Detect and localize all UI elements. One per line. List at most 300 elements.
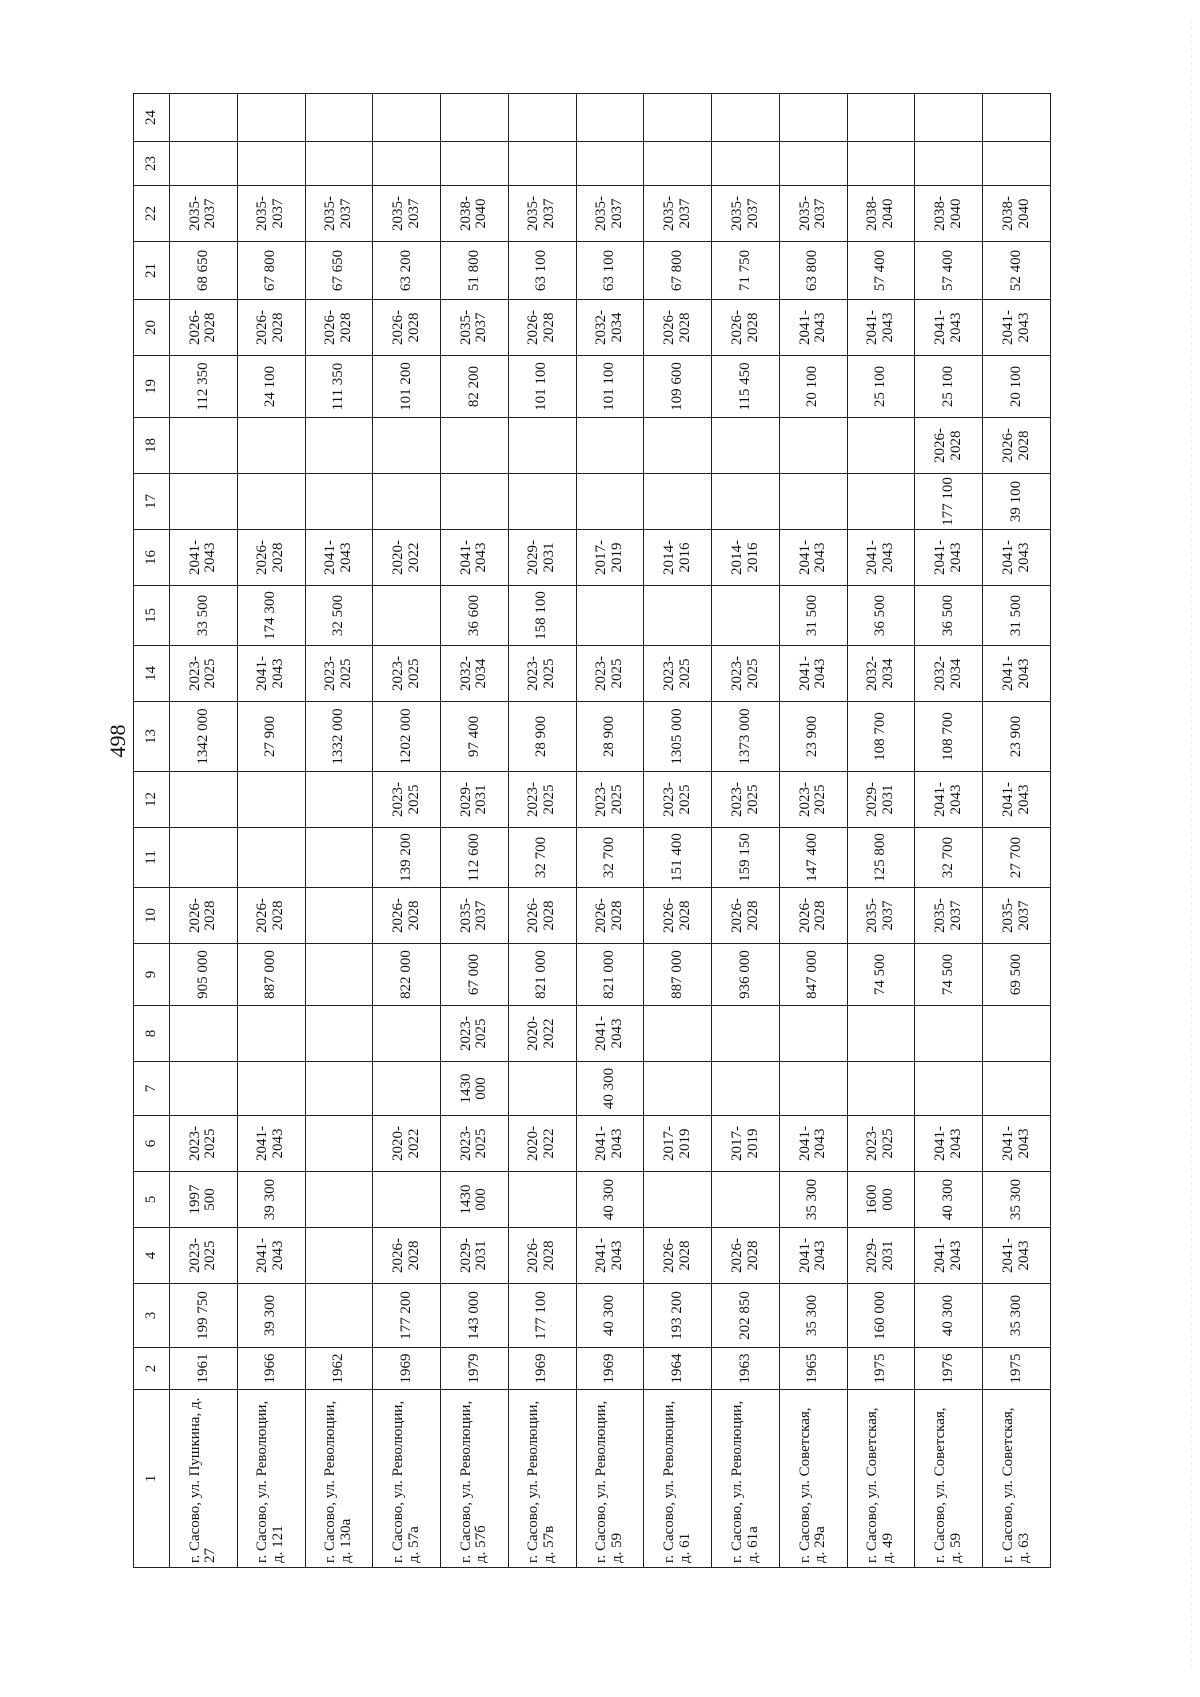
table-cell xyxy=(983,1006,1051,1062)
table-cell: 1969 xyxy=(576,1348,644,1390)
table-cell: 40 300 xyxy=(915,1172,983,1228)
table-cell: 177 100 xyxy=(915,474,983,530)
column-number-cell: 15 xyxy=(134,586,170,646)
table-cell: 2023- 2025 xyxy=(712,772,780,828)
table-cell: 2038- 2040 xyxy=(847,186,915,242)
table-cell xyxy=(712,586,780,646)
table-cell: 1332 000 xyxy=(305,702,373,772)
table-cell xyxy=(373,1006,441,1062)
table-cell: 115 450 xyxy=(712,356,780,418)
table-row xyxy=(373,94,441,1568)
table-cell: 2041- 2043 xyxy=(983,530,1051,586)
table-cell: 2026- 2028 xyxy=(644,1228,712,1284)
table-cell: 2026- 2028 xyxy=(237,530,305,586)
table-cell: 1963 xyxy=(712,1348,780,1390)
column-number-cell: 3 xyxy=(134,1284,170,1348)
table-cell: 2041- 2043 xyxy=(237,1116,305,1172)
table-cell: 1373 000 xyxy=(712,702,780,772)
address-cell: г. Сасово, ул. Революции, д. 57б xyxy=(441,1390,509,1568)
table-row xyxy=(576,94,644,1568)
column-number-cell: 2 xyxy=(134,1348,170,1390)
table-cell xyxy=(373,586,441,646)
table-cell xyxy=(576,474,644,530)
table-cell: 112 600 xyxy=(441,828,509,888)
table-cell: 151 400 xyxy=(644,828,712,888)
table-cell: 2041- 2043 xyxy=(847,530,915,586)
table-cell: 2035- 2037 xyxy=(305,186,373,242)
table-cell: 32 700 xyxy=(508,828,576,888)
table-cell: 2032- 2034 xyxy=(576,300,644,356)
table-cell xyxy=(779,418,847,474)
table-cell: 67 000 xyxy=(441,944,509,1006)
table-row xyxy=(237,94,305,1568)
table-cell: 33 500 xyxy=(170,586,238,646)
table-cell: 2026- 2028 xyxy=(983,418,1051,474)
table-cell xyxy=(305,94,373,142)
table-cell: 822 000 xyxy=(373,944,441,1006)
table-cell xyxy=(441,418,509,474)
table-row xyxy=(712,94,780,1568)
table-cell: 2026- 2028 xyxy=(915,418,983,474)
table-cell xyxy=(779,1006,847,1062)
table-cell: 2023- 2025 xyxy=(441,1116,509,1172)
table-cell xyxy=(373,1062,441,1116)
table-cell xyxy=(508,474,576,530)
table-cell: 2041- 2043 xyxy=(915,1228,983,1284)
table-cell xyxy=(915,142,983,186)
table-cell: 40 300 xyxy=(915,1284,983,1348)
table-cell: 2032- 2034 xyxy=(847,646,915,702)
table-cell: 2038- 2040 xyxy=(915,186,983,242)
table-cell: 67 800 xyxy=(644,242,712,300)
table-cell xyxy=(305,1228,373,1284)
table-row xyxy=(644,94,712,1568)
table-row xyxy=(779,94,847,1568)
table-cell: 1964 xyxy=(644,1348,712,1390)
table-cell: 2035- 2037 xyxy=(644,186,712,242)
table-cell: 2041- 2043 xyxy=(779,1116,847,1172)
table-cell xyxy=(237,828,305,888)
table-cell: 27 900 xyxy=(237,702,305,772)
table-cell: 2020- 2022 xyxy=(508,1006,576,1062)
table-cell xyxy=(644,586,712,646)
address-cell: г. Сасово, ул. Революции, д. 130а xyxy=(305,1390,373,1568)
address-cell: г. Сасово, ул. Советская, д. 49 xyxy=(847,1390,915,1568)
table-cell: 1430 000 xyxy=(441,1062,509,1116)
table-cell: 28 900 xyxy=(576,702,644,772)
table-cell xyxy=(170,1062,238,1116)
table-cell xyxy=(915,94,983,142)
column-number-cell: 7 xyxy=(134,1062,170,1116)
column-number-cell: 18 xyxy=(134,418,170,474)
table-row xyxy=(983,94,1051,1568)
page-number: 498 xyxy=(105,724,130,758)
table-cell xyxy=(508,142,576,186)
scan-edge-artifact xyxy=(1191,20,1192,1670)
table-cell: 2041- 2043 xyxy=(915,1116,983,1172)
table-cell xyxy=(305,828,373,888)
table-cell: 35 300 xyxy=(983,1284,1051,1348)
column-number-cell: 23 xyxy=(134,142,170,186)
table-cell: 57 400 xyxy=(847,242,915,300)
table-cell xyxy=(983,1062,1051,1116)
table-cell: 108 700 xyxy=(847,702,915,772)
table-cell: 2026- 2028 xyxy=(237,888,305,944)
table-cell: 2041- 2043 xyxy=(441,530,509,586)
table-cell xyxy=(170,1006,238,1062)
rotated-table-container xyxy=(133,110,1051,1568)
table-cell: 2041- 2043 xyxy=(983,300,1051,356)
table-cell xyxy=(170,94,238,142)
table-cell: 2023- 2025 xyxy=(576,646,644,702)
table-cell: 2041- 2043 xyxy=(576,1228,644,1284)
table-cell: 2041- 2043 xyxy=(576,1116,644,1172)
table-cell: 109 600 xyxy=(644,356,712,418)
table-cell: 2026- 2028 xyxy=(305,300,373,356)
table-cell xyxy=(305,772,373,828)
table-cell: 2026- 2028 xyxy=(712,300,780,356)
table-cell: 2035- 2037 xyxy=(915,888,983,944)
table-cell: 2026- 2028 xyxy=(508,300,576,356)
table-cell: 52 400 xyxy=(983,242,1051,300)
column-number-cell: 16 xyxy=(134,530,170,586)
table-cell: 2026- 2028 xyxy=(644,888,712,944)
table-cell xyxy=(508,1172,576,1228)
column-number-cell: 5 xyxy=(134,1172,170,1228)
column-number-cell: 4 xyxy=(134,1228,170,1284)
table-cell: 24 100 xyxy=(237,356,305,418)
table-cell: 1975 xyxy=(983,1348,1051,1390)
table-cell xyxy=(441,94,509,142)
table-cell: 936 000 xyxy=(712,944,780,1006)
table-cell: 101 100 xyxy=(576,356,644,418)
table-cell: 2035- 2037 xyxy=(237,186,305,242)
table-cell xyxy=(576,94,644,142)
table-cell: 139 200 xyxy=(373,828,441,888)
column-number-cell: 1 xyxy=(134,1390,170,1568)
table-cell: 2038- 2040 xyxy=(441,186,509,242)
table-cell xyxy=(576,142,644,186)
table-cell: 2035- 2037 xyxy=(847,888,915,944)
table-cell xyxy=(712,474,780,530)
table-cell: 2023- 2025 xyxy=(441,1006,509,1062)
table-cell: 887 000 xyxy=(237,944,305,1006)
table-cell: 2035- 2037 xyxy=(441,300,509,356)
table-cell: 2041- 2043 xyxy=(237,1228,305,1284)
table-cell: 199 750 xyxy=(170,1284,238,1348)
table-cell: 2023- 2025 xyxy=(373,646,441,702)
table-cell: 2014- 2016 xyxy=(644,530,712,586)
table-cell xyxy=(712,418,780,474)
table-cell: 2020- 2022 xyxy=(373,530,441,586)
table-cell: 23 900 xyxy=(983,702,1051,772)
table-cell xyxy=(373,94,441,142)
table-cell xyxy=(373,1172,441,1228)
address-cell: г. Сасово, ул. Советская, д. 29а xyxy=(779,1390,847,1568)
table-cell: 2023- 2025 xyxy=(170,1116,238,1172)
column-number-cell: 11 xyxy=(134,828,170,888)
table-cell: 2041- 2043 xyxy=(779,646,847,702)
column-number-cell: 20 xyxy=(134,300,170,356)
table-cell: 1430 000 xyxy=(441,1172,509,1228)
table-cell: 40 300 xyxy=(576,1172,644,1228)
table-cell: 20 100 xyxy=(983,356,1051,418)
table-cell: 1976 xyxy=(915,1348,983,1390)
table-cell: 2035- 2037 xyxy=(779,186,847,242)
address-cell: г. Сасово, ул. Революции, д. 121 xyxy=(237,1390,305,1568)
table-cell: 2041- 2043 xyxy=(576,1006,644,1062)
table-cell xyxy=(644,1172,712,1228)
table-cell xyxy=(441,474,509,530)
table-cell: 35 300 xyxy=(779,1172,847,1228)
table-cell: 2041- 2043 xyxy=(305,530,373,586)
address-cell: г. Сасово, ул. Советская, д. 63 xyxy=(983,1390,1051,1568)
table-cell: 2041- 2043 xyxy=(983,1228,1051,1284)
table-cell xyxy=(237,418,305,474)
table-cell: 2032- 2034 xyxy=(915,646,983,702)
table-cell: 2026- 2028 xyxy=(712,1228,780,1284)
column-number-cell: 21 xyxy=(134,242,170,300)
table-cell xyxy=(644,474,712,530)
address-cell: г. Сасово, ул. Советская, д. 59 xyxy=(915,1390,983,1568)
table-cell xyxy=(712,1006,780,1062)
table-cell: 101 100 xyxy=(508,356,576,418)
table-cell: 51 800 xyxy=(441,242,509,300)
table-cell xyxy=(508,1062,576,1116)
table-cell xyxy=(305,142,373,186)
table-cell: 111 350 xyxy=(305,356,373,418)
table-cell: 2026- 2028 xyxy=(779,888,847,944)
table-cell: 2026- 2028 xyxy=(373,888,441,944)
table-cell: 2032- 2034 xyxy=(441,646,509,702)
table-cell xyxy=(170,418,238,474)
table-cell: 25 100 xyxy=(915,356,983,418)
table-cell xyxy=(576,418,644,474)
table-cell: 2029- 2031 xyxy=(508,530,576,586)
table-cell: 2026- 2028 xyxy=(373,1228,441,1284)
table-cell xyxy=(170,828,238,888)
table-cell: 1962 xyxy=(305,1348,373,1390)
table-cell: 2026- 2028 xyxy=(170,300,238,356)
table-cell: 112 350 xyxy=(170,356,238,418)
column-number-row xyxy=(134,94,170,1568)
table-cell: 147 400 xyxy=(779,828,847,888)
table-cell: 2041- 2043 xyxy=(915,530,983,586)
table-cell xyxy=(576,586,644,646)
table-cell: 97 400 xyxy=(441,702,509,772)
table-cell xyxy=(779,142,847,186)
table-cell: 159 150 xyxy=(712,828,780,888)
table-cell: 63 800 xyxy=(779,242,847,300)
table-cell: 67 650 xyxy=(305,242,373,300)
table-cell: 2023- 2025 xyxy=(508,772,576,828)
repair-schedule-table xyxy=(133,93,1051,1568)
table-cell: 2023- 2025 xyxy=(373,772,441,828)
column-number-cell: 14 xyxy=(134,646,170,702)
table-cell: 2017- 2019 xyxy=(644,1116,712,1172)
table-cell: 2035- 2037 xyxy=(712,186,780,242)
table-cell: 2038- 2040 xyxy=(983,186,1051,242)
table-cell xyxy=(305,1284,373,1348)
table-cell: 202 850 xyxy=(712,1284,780,1348)
table-cell xyxy=(644,1062,712,1116)
table-cell xyxy=(712,142,780,186)
table-cell: 108 700 xyxy=(915,702,983,772)
table-cell: 887 000 xyxy=(644,944,712,1006)
table-cell: 2041- 2043 xyxy=(915,300,983,356)
table-cell: 2041- 2043 xyxy=(983,1116,1051,1172)
table-cell: 63 100 xyxy=(508,242,576,300)
table-cell: 2035- 2037 xyxy=(441,888,509,944)
table-cell: 1975 xyxy=(847,1348,915,1390)
address-cell: г. Сасово, ул. Пушкина, д. 27 xyxy=(170,1390,238,1568)
address-cell: г. Сасово, ул. Революции, д. 61 xyxy=(644,1390,712,1568)
table-row xyxy=(305,94,373,1568)
table-cell xyxy=(237,142,305,186)
column-number-cell: 22 xyxy=(134,186,170,242)
table-cell: 31 500 xyxy=(779,586,847,646)
table-cell xyxy=(305,418,373,474)
table-cell xyxy=(644,94,712,142)
table-cell: 31 500 xyxy=(983,586,1051,646)
table-cell xyxy=(373,418,441,474)
table-cell: 63 200 xyxy=(373,242,441,300)
table-row xyxy=(170,94,238,1568)
table-cell: 82 200 xyxy=(441,356,509,418)
table-cell: 2026- 2028 xyxy=(170,888,238,944)
table-cell: 63 100 xyxy=(576,242,644,300)
table-cell: 2023- 2025 xyxy=(508,646,576,702)
table-cell: 193 200 xyxy=(644,1284,712,1348)
table-body xyxy=(170,94,1051,1568)
table-cell xyxy=(305,1062,373,1116)
table-cell: 2017- 2019 xyxy=(576,530,644,586)
table-cell xyxy=(373,142,441,186)
table-cell: 74 500 xyxy=(915,944,983,1006)
table-cell xyxy=(305,944,373,1006)
table-cell xyxy=(373,474,441,530)
table-cell: 39 300 xyxy=(237,1284,305,1348)
column-number-cell: 6 xyxy=(134,1116,170,1172)
table-cell: 40 300 xyxy=(576,1284,644,1348)
table-cell xyxy=(915,1006,983,1062)
table-cell: 27 700 xyxy=(983,828,1051,888)
table-cell: 39 300 xyxy=(237,1172,305,1228)
table-cell: 2041- 2043 xyxy=(779,530,847,586)
table-cell: 69 500 xyxy=(983,944,1051,1006)
table-cell: 821 000 xyxy=(576,944,644,1006)
table-cell: 1202 000 xyxy=(373,702,441,772)
table-cell xyxy=(237,772,305,828)
table-cell: 2023- 2025 xyxy=(576,772,644,828)
table-cell: 2026- 2028 xyxy=(237,300,305,356)
table-cell: 2026- 2028 xyxy=(644,300,712,356)
table-row xyxy=(508,94,576,1568)
table-cell: 177 100 xyxy=(508,1284,576,1348)
table-cell: 2017- 2019 xyxy=(712,1116,780,1172)
table-cell xyxy=(644,1006,712,1062)
table-cell: 2041- 2043 xyxy=(983,772,1051,828)
table-cell: 1969 xyxy=(508,1348,576,1390)
table-cell xyxy=(779,94,847,142)
table-cell xyxy=(305,888,373,944)
table-cell xyxy=(237,1006,305,1062)
table-cell: 2029- 2031 xyxy=(441,772,509,828)
table-cell: 1966 xyxy=(237,1348,305,1390)
column-number-cell: 13 xyxy=(134,702,170,772)
table-cell: 32 500 xyxy=(305,586,373,646)
column-number-cell: 12 xyxy=(134,772,170,828)
table-cell xyxy=(170,142,238,186)
table-cell: 1305 000 xyxy=(644,702,712,772)
table-cell: 2020- 2022 xyxy=(508,1116,576,1172)
table-cell: 1600 000 xyxy=(847,1172,915,1228)
table-cell: 2041- 2043 xyxy=(983,646,1051,702)
table-cell: 2035- 2037 xyxy=(508,186,576,242)
table-cell: 905 000 xyxy=(170,944,238,1006)
table-cell: 2023- 2025 xyxy=(170,1228,238,1284)
table-cell: 2026- 2028 xyxy=(712,888,780,944)
table-cell: 39 100 xyxy=(983,474,1051,530)
table-cell: 143 000 xyxy=(441,1284,509,1348)
table-cell: 25 100 xyxy=(847,356,915,418)
table-cell: 1342 000 xyxy=(170,702,238,772)
column-number-cell: 8 xyxy=(134,1006,170,1062)
table-cell: 2035- 2037 xyxy=(576,186,644,242)
table-cell: 40 300 xyxy=(576,1062,644,1116)
table-cell: 2041- 2043 xyxy=(237,646,305,702)
table-cell xyxy=(237,474,305,530)
table-cell: 2023- 2025 xyxy=(644,646,712,702)
column-number-cell: 17 xyxy=(134,474,170,530)
table-cell xyxy=(508,418,576,474)
column-number-cell: 10 xyxy=(134,888,170,944)
table-cell: 2041- 2043 xyxy=(779,300,847,356)
table-cell: 2023- 2025 xyxy=(305,646,373,702)
table-cell xyxy=(847,142,915,186)
table-cell xyxy=(847,1006,915,1062)
table-cell: 32 700 xyxy=(576,828,644,888)
table-cell: 847 000 xyxy=(779,944,847,1006)
table-cell: 158 100 xyxy=(508,586,576,646)
table-cell: 2023- 2025 xyxy=(712,646,780,702)
table-cell: 1961 xyxy=(170,1348,238,1390)
table-cell: 67 800 xyxy=(237,242,305,300)
table-cell: 2014- 2016 xyxy=(712,530,780,586)
table-cell xyxy=(305,1172,373,1228)
table-cell: 1965 xyxy=(779,1348,847,1390)
table-cell: 20 100 xyxy=(779,356,847,418)
table-cell: 68 650 xyxy=(170,242,238,300)
table-cell: 2026- 2028 xyxy=(508,1228,576,1284)
table-cell xyxy=(237,1062,305,1116)
table-row xyxy=(441,94,509,1568)
table-cell xyxy=(983,142,1051,186)
table-cell: 2041- 2043 xyxy=(779,1228,847,1284)
table-cell: 2029- 2031 xyxy=(441,1228,509,1284)
table-cell xyxy=(305,1006,373,1062)
table-cell: 2023- 2025 xyxy=(847,1116,915,1172)
table-cell xyxy=(847,474,915,530)
table-cell: 177 200 xyxy=(373,1284,441,1348)
table-cell xyxy=(712,94,780,142)
table-cell: 2029- 2031 xyxy=(847,772,915,828)
column-number-cell: 19 xyxy=(134,356,170,418)
table-cell xyxy=(237,94,305,142)
table-cell: 23 900 xyxy=(779,702,847,772)
table-cell xyxy=(305,1116,373,1172)
table-cell xyxy=(779,1062,847,1116)
